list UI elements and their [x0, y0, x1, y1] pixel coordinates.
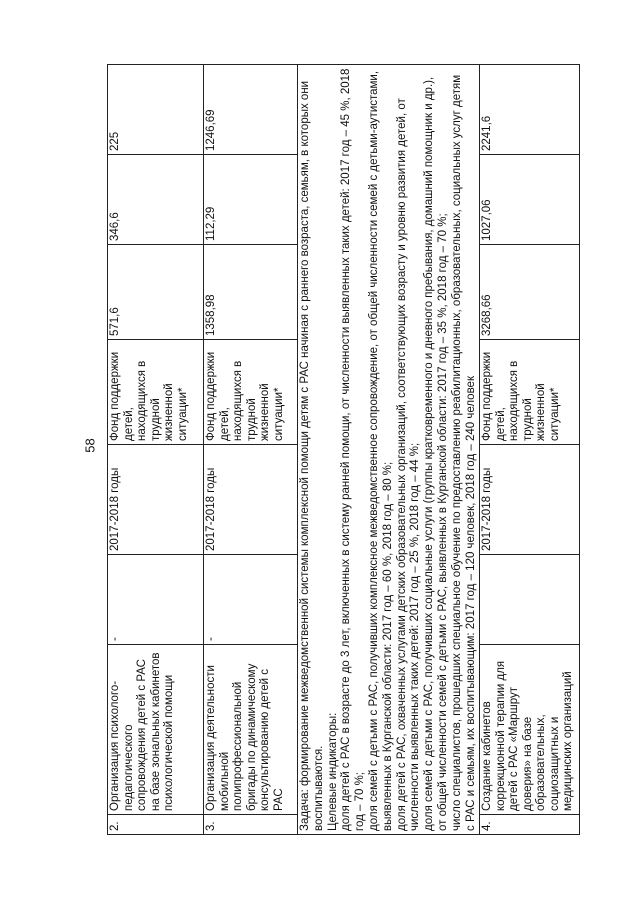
row-number: 3. — [204, 815, 298, 835]
page-number: 58 — [82, 438, 98, 453]
rotated-table-wrapper — [107, 65, 575, 835]
executor-cell: - — [204, 555, 298, 645]
funding-source: Фонд поддержки детей, находящихся в трудной жизненной ситуации* — [204, 340, 298, 445]
activity-name: Организация деятельности мобильной полипрофессиональной бригады по динамическому консультированию детей с РАС — [204, 645, 298, 815]
indicator-line: доля семей с детьми с РАС, получивших социальные услуги (группы кратковременного и дневного пребывания, домашний помощник и др.), от общей численности семей с детьми с РАС, выявленных в Курганской области: 2017 год – 35 %, 2018 год – 70 %; — [423, 76, 449, 831]
value-2018: 225 — [108, 65, 204, 155]
indicator-line: доля детей с РАС, охваченных услугами детских образовательных организаций, соответствующих возрасту и уровню развития детей, от численности выявленных таких детей: 2017 год – 25 %, 2018 год – 44 %; — [395, 98, 422, 831]
row-number: 4. — [480, 815, 580, 835]
total-value: 3268,66 — [480, 245, 580, 340]
value-2017: 1027,06 — [480, 155, 580, 245]
value-2017: 112,29 — [204, 155, 298, 245]
indicator-line: доля детей с РАС в возрасте до 3 лет, включенных в систему ранней помощи, от численности выявленных таких детей: 2017 год – 45 %, 2018 год – 70 %; — [340, 68, 367, 831]
value-2018: 1246,69 — [204, 65, 298, 155]
executor-cell: - — [108, 555, 204, 645]
value-2018: 2241,6 — [480, 65, 580, 155]
table-row — [108, 65, 204, 835]
row-number: 2. — [108, 815, 204, 835]
total-value: 1358,98 — [204, 245, 298, 340]
funding-source: Фонд поддержки детей, находящихся в трудной жизненной ситуации* — [480, 340, 580, 445]
funding-source: Фонд поддержки детей, находящихся в трудной жизненной ситуации* — [108, 340, 204, 445]
period-cell: 2017-2018 годы — [108, 445, 204, 555]
activity-name: Организация психолого-педагогического сопровождения детей с РАС на базе зональных кабинетов психологической помощи — [108, 645, 204, 815]
document-sheet — [107, 65, 575, 835]
table-row — [480, 65, 580, 835]
task-statement: Задача: формирование межведомственной системы комплексной помощи детям с РАС начиная с раннего возраста, семьям, в которых они воспитываются. — [299, 80, 325, 831]
value-2017: 346,6 — [108, 155, 204, 245]
total-value: 571,6 — [108, 245, 204, 340]
program-activities-table — [107, 64, 580, 835]
executor-cell — [480, 555, 580, 645]
indicator-line: число специалистов, прошедших специальное обучение по предоставлению реабилитационных, образовательных, социальных услуг детям с РАС и семьям, их воспитывающим: 2017 год – 120 человек, 2018 год – 240 человек — [450, 74, 477, 831]
table-row — [204, 65, 298, 835]
period-cell: 2017-2018 годы — [204, 445, 298, 555]
indicators-heading: Целевые индикаторы: — [326, 712, 339, 831]
indicator-line: доля семей с детьми с РАС, получивших комплексное межведомственное сопровождение, от общей численности семей с детьми-аутистами, выявленных в Курганской области: 2017 год – 60 %, 2018 год – 80 %; — [367, 70, 394, 831]
task-row — [298, 65, 480, 835]
task-indicators-cell — [298, 65, 480, 835]
period-cell: 2017-2018 годы — [480, 445, 580, 555]
activity-name: Создание кабинетов коррекционной терапии для детей с РАС «Маршрут доверия» на базе образовательных, социозащитных и медицинских организаций — [480, 645, 580, 815]
